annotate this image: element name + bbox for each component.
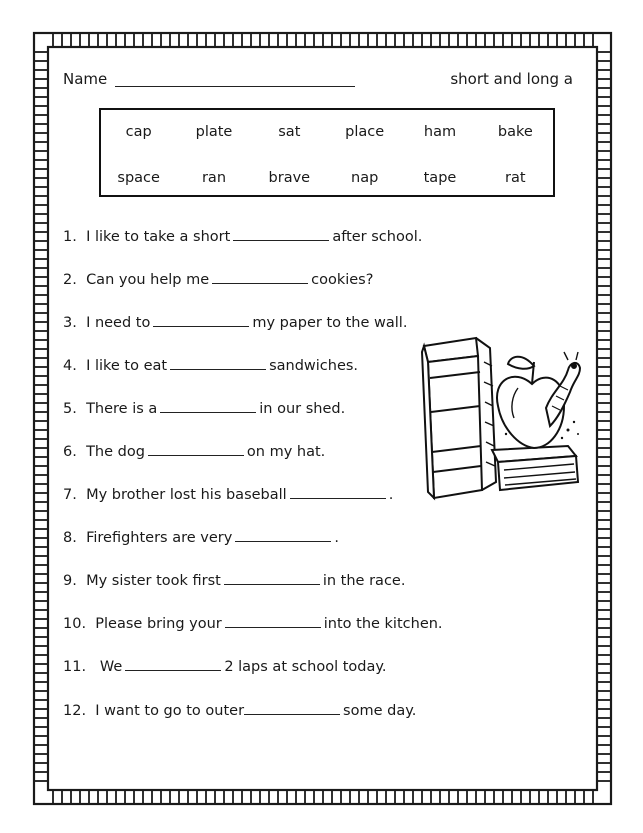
- word-bank-word: plate: [195, 124, 233, 140]
- question-text-after: on my hat.: [246, 444, 326, 460]
- answer-blank[interactable]: [290, 486, 386, 499]
- answer-blank[interactable]: [233, 228, 329, 241]
- question-12: [63, 702, 416, 719]
- question-text-before: I like to eat: [86, 358, 168, 374]
- question-number: 9.: [63, 573, 77, 589]
- word-bank-word: brave: [268, 170, 311, 186]
- word-bank-word: space: [117, 170, 160, 186]
- question-6: [63, 443, 325, 460]
- question-number: 7.: [63, 487, 77, 503]
- answer-blank[interactable]: [235, 529, 331, 542]
- question-text-before: We: [99, 659, 123, 675]
- question-text-after: cookies?: [311, 272, 374, 288]
- worksheet-subtitle: short and long a: [450, 70, 573, 88]
- question-3: [63, 314, 407, 331]
- answer-blank[interactable]: [153, 314, 249, 327]
- word-bank-word: place: [345, 124, 385, 140]
- question-text-before: I need to: [86, 315, 151, 331]
- question-text-after: into the kitchen.: [323, 616, 443, 632]
- question-text-before: The dog: [86, 444, 145, 460]
- question-8: [63, 529, 339, 546]
- question-text-after: 2 laps at school today.: [224, 659, 387, 675]
- question-number: 8.: [63, 530, 77, 546]
- word-bank-word: ran: [201, 170, 227, 186]
- question-text-after: sandwiches.: [269, 358, 359, 374]
- word-bank-row: [101, 170, 553, 186]
- question-2: [63, 271, 373, 288]
- question-number: 1.: [63, 229, 77, 245]
- question-number: 3.: [63, 315, 77, 331]
- question-number: 4.: [63, 358, 77, 374]
- question-text-after: some day.: [343, 703, 417, 719]
- question-number: 10.: [63, 616, 87, 632]
- word-bank-word: bake: [497, 124, 533, 140]
- question-number: 5.: [63, 401, 77, 417]
- question-text-after: .: [334, 530, 339, 546]
- question-number: 2.: [63, 272, 77, 288]
- question-text-after: in our shed.: [259, 401, 346, 417]
- answer-blank[interactable]: [212, 271, 308, 284]
- word-bank-word: ham: [423, 124, 457, 140]
- question-text-before: Firefighters are very: [86, 530, 233, 546]
- question-text-after: my paper to the wall.: [252, 315, 408, 331]
- word-bank-word: tape: [423, 170, 457, 186]
- name-label: Name: [63, 70, 108, 88]
- question-1: [63, 228, 422, 245]
- question-number: 6.: [63, 444, 77, 460]
- word-bank-word: sat: [278, 124, 301, 140]
- answer-blank[interactable]: [170, 357, 266, 370]
- answer-blank[interactable]: [160, 400, 256, 413]
- question-text-after: in the race.: [322, 573, 406, 589]
- books-apple-worm-clipart: [418, 322, 584, 504]
- answer-blank[interactable]: [224, 572, 320, 585]
- question-10: [63, 615, 443, 632]
- question-text-before: Please bring your: [95, 616, 222, 632]
- question-number: 11.: [63, 659, 87, 675]
- book-icon: [492, 446, 578, 490]
- question-4: [63, 357, 358, 374]
- question-text-before: I like to take a short: [86, 229, 231, 245]
- question-text-before: My brother lost his baseball: [86, 487, 287, 503]
- question-text-before: There is a: [86, 401, 158, 417]
- book-icon: [422, 338, 496, 498]
- question-text-after: .: [388, 487, 394, 503]
- word-bank-word: cap: [125, 124, 152, 140]
- question-7: [63, 486, 393, 503]
- question-text-before: My sister took first: [86, 573, 221, 589]
- question-text-before: I want to go to outer: [95, 703, 245, 719]
- question-number: 12.: [63, 703, 87, 719]
- word-bank-word: nap: [351, 170, 379, 186]
- word-bank-row: [101, 124, 553, 140]
- answer-blank[interactable]: [125, 658, 221, 671]
- question-5: [63, 400, 345, 417]
- question-text-before: Can you help me: [86, 272, 210, 288]
- word-bank-word: rat: [505, 170, 526, 186]
- word-bank: [99, 108, 555, 197]
- answer-blank[interactable]: [225, 615, 321, 628]
- name-blank-line[interactable]: [115, 86, 355, 87]
- question-9: [63, 572, 405, 589]
- answer-blank[interactable]: [244, 702, 340, 715]
- name-row: [63, 70, 573, 92]
- question-11: [63, 658, 386, 675]
- answer-blank[interactable]: [148, 443, 244, 456]
- question-text-after: after school.: [332, 229, 423, 245]
